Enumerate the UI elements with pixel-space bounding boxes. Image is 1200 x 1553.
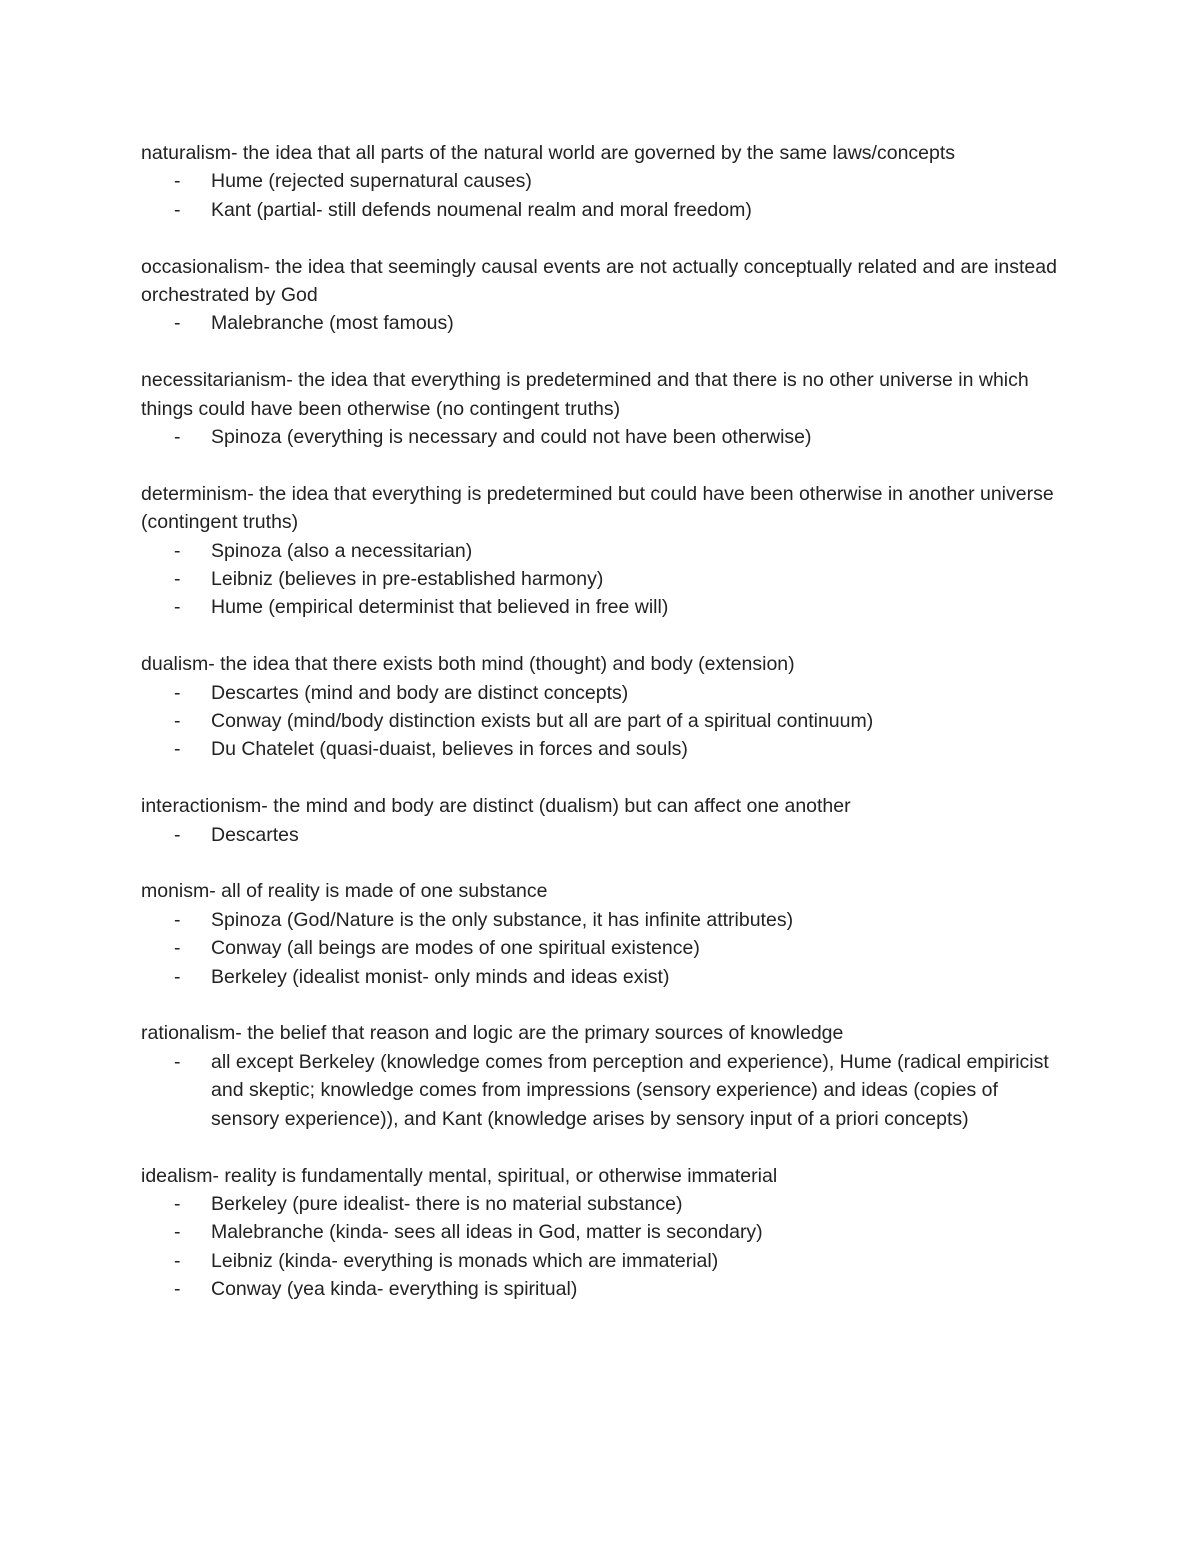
list-item	[141, 309, 1061, 337]
list-item	[141, 735, 1061, 763]
bullet-dash: -	[174, 426, 181, 449]
list-item-text: Spinoza (God/Nature is the only substance, it has infinite attributes)	[211, 908, 794, 931]
list-item-text: Conway (mind/body distinction exists but all are part of a spiritual continuum)	[211, 710, 874, 733]
bullet-dash: -	[174, 1249, 181, 1272]
section-determinism	[141, 480, 1061, 622]
list-item-text: Descartes (mind and body are distinct concepts)	[211, 681, 629, 704]
list-item	[141, 906, 1061, 934]
section-heading: occasionalism- the idea that seemingly causal events are not actually conceptually related and are instead orchestrated by God	[141, 255, 1057, 307]
list-item	[141, 1275, 1061, 1303]
bullet-list	[141, 537, 1061, 622]
list-item	[141, 196, 1061, 224]
section-heading: dualism- the idea that there exists both mind (thought) and body (extension)	[141, 653, 795, 676]
section-idealism	[141, 1162, 1061, 1304]
list-item	[141, 1190, 1061, 1218]
list-item	[141, 565, 1061, 593]
bullet-dash: -	[174, 539, 181, 562]
bullet-list	[141, 1048, 1061, 1133]
bullet-dash: -	[174, 170, 181, 193]
list-item-text: Malebranche (kinda- sees all ideas in God, matter is secondary)	[211, 1221, 763, 1244]
list-item	[141, 593, 1061, 621]
section-rationalism	[141, 1019, 1061, 1133]
list-item	[141, 423, 1061, 451]
bullet-dash: -	[174, 1192, 181, 1215]
section-naturalism	[141, 139, 1061, 224]
list-item-text: Malebranche (most famous)	[211, 312, 454, 335]
bullet-list	[141, 423, 1061, 451]
bullet-list	[141, 167, 1061, 224]
bullet-dash: -	[174, 1050, 181, 1073]
list-item-text: Leibniz (kinda- everything is monads which are immaterial)	[211, 1249, 719, 1272]
list-item-text: all except Berkeley (knowledge comes from perception and experience), Hume (radical empiricist and skeptic; knowledge comes from impressions (sensory experience) and ideas (copies of sensory experience)), and Kant (knowledge arises by sensory input of a priori concepts)	[211, 1050, 1049, 1130]
section-heading: idealism- reality is fundamentally mental, spiritual, or otherwise immaterial	[141, 1164, 778, 1187]
bullet-list	[141, 821, 1061, 849]
list-item-text: Kant (partial- still defends noumenal realm and moral freedom)	[211, 198, 752, 221]
list-item	[141, 679, 1061, 707]
bullet-list	[141, 309, 1061, 337]
list-item-text: Berkeley (pure idealist- there is no material substance)	[211, 1192, 683, 1215]
list-item	[141, 1247, 1061, 1275]
section-heading: interactionism- the mind and body are distinct (dualism) but can affect one another	[141, 795, 851, 818]
bullet-dash: -	[174, 198, 181, 221]
bullet-dash: -	[174, 1221, 181, 1244]
list-item	[141, 707, 1061, 735]
list-item-text: Conway (yea kinda- everything is spiritual)	[211, 1278, 578, 1301]
list-item-text: Du Chatelet (quasi-duaist, believes in forces and souls)	[211, 738, 688, 761]
section-occasionalism	[141, 253, 1061, 338]
list-item	[141, 934, 1061, 962]
list-item	[141, 1218, 1061, 1246]
section-heading: naturalism- the idea that all parts of the natural world are governed by the same laws/concepts	[141, 142, 956, 164]
list-item-text: Spinoza (everything is necessary and could not have been otherwise)	[211, 426, 812, 449]
section-monism	[141, 877, 1061, 991]
bullet-dash: -	[174, 1278, 181, 1301]
section-heading: rationalism- the belief that reason and logic are the primary sources of knowledge	[141, 1022, 844, 1045]
bullet-dash: -	[174, 710, 181, 733]
list-item-text: Descartes	[211, 823, 299, 846]
section-heading: determinism- the idea that everything is predetermined but could have been otherwise in another universe (contingent truths)	[141, 482, 1054, 534]
bullet-dash: -	[174, 681, 181, 704]
bullet-dash: -	[174, 596, 181, 619]
list-item-text: Leibniz (believes in pre-established harmony)	[211, 568, 604, 591]
list-item	[141, 963, 1061, 991]
section-heading: monism- all of reality is made of one substance	[141, 880, 548, 903]
section-heading: necessitarianism- the idea that everything is predetermined and that there is no other universe in which things could have been otherwise (no contingent truths)	[141, 369, 1029, 420]
list-item	[141, 821, 1061, 849]
bullet-dash: -	[174, 738, 181, 761]
list-item-text: Hume (rejected supernatural causes)	[211, 170, 532, 193]
section-dualism	[141, 650, 1061, 764]
list-item	[141, 1048, 1061, 1133]
bullet-list	[141, 679, 1061, 764]
list-item-text: Hume (empirical determinist that believed in free will)	[211, 596, 669, 619]
bullet-list	[141, 1190, 1061, 1304]
section-necessitarianism	[141, 366, 1061, 451]
list-item	[141, 167, 1061, 195]
bullet-dash: -	[174, 965, 181, 988]
bullet-dash: -	[174, 568, 181, 591]
section-interactionism	[141, 792, 1061, 849]
bullet-dash: -	[174, 312, 181, 335]
bullet-dash: -	[174, 937, 181, 960]
bullet-dash: -	[174, 823, 181, 846]
bullet-list	[141, 906, 1061, 991]
bullet-dash: -	[174, 908, 181, 931]
list-item-text: Spinoza (also a necessitarian)	[211, 539, 473, 562]
list-item-text: Berkeley (idealist monist- only minds and ideas exist)	[211, 965, 670, 988]
list-item	[141, 537, 1061, 565]
document-page	[141, 139, 1061, 1332]
list-item-text: Conway (all beings are modes of one spiritual existence)	[211, 937, 700, 960]
